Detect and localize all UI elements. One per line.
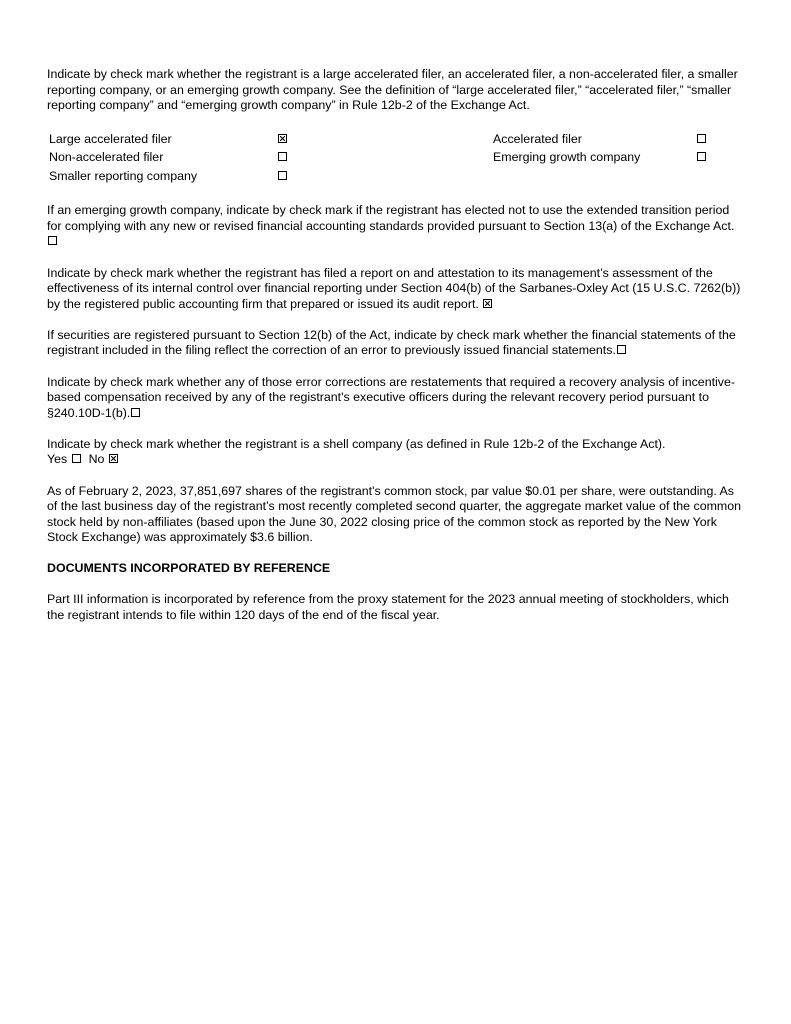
- shell-no-label: No: [88, 452, 105, 467]
- error-correction-paragraph: If securities are registered pursuant to Section 12(b) of the Act, indicate by check mark whether the financial statements of the registrant included in the filing reflect the correction of an error to previously issued financial statements.: [47, 327, 736, 358]
- transition-period-paragraph: If an emerging growth company, indicate by check mark if the registrant has elected not to use the extended transition period for complying with any new or revised financial accounting standards provided pursuant to Section 13(a) of the Exchange Act.: [47, 203, 747, 250]
- shell-company-question: Indicate by check mark whether the registrant is a shell company (as defined in Rule 12b-2 of the Exchange Act).: [47, 436, 666, 451]
- filer-status-table: [49, 130, 739, 186]
- filer-status-instructions: Indicate by check mark whether the registrant is a large accelerated filer, an accelerated filer, a non-accelerated filer, a smaller reporting company, or an emerging growth company. See the definition of “large accelerated filer,” “accelerated filer,” “smaller reporting company” and “emerging growth company” in Rule 12b-2 of the Exchange Act.: [47, 67, 738, 113]
- large-accelerated-filer-label: Large accelerated filer: [49, 131, 172, 146]
- shell-yes-label: Yes: [47, 452, 68, 467]
- accelerated-filer-label: Accelerated filer: [493, 131, 582, 146]
- documents-incorporated-paragraph: Part III information is incorporated by reference from the proxy statement for the 2023 annual meeting of stockholders, which the registrant intends to file within 120 days of the end of the fiscal year.: [47, 592, 729, 623]
- cover-page-continuation: [47, 67, 747, 624]
- shell-yes-checkbox[interactable]: [72, 454, 81, 463]
- emerging-growth-company-checkbox[interactable]: [697, 152, 706, 161]
- restatement-checkbox[interactable]: [131, 408, 140, 417]
- shell-no-checkbox[interactable]: [109, 454, 118, 463]
- table-row: [49, 167, 739, 186]
- attestation-paragraph: Indicate by check mark whether the registrant has filed a report on and attestation to its management’s assessment of the effectiveness of its internal control over financial reporting under Section 404(b) of the Sarbanes-Oxley Act (15 U.S.C. 7262(b)) by the registered public accounting firm that prepared or issued its audit report.: [47, 265, 741, 311]
- table-row: [49, 130, 739, 149]
- table-row: [49, 148, 739, 167]
- non-accelerated-filer-checkbox[interactable]: [278, 152, 287, 161]
- error-correction-checkbox[interactable]: [617, 345, 626, 354]
- smaller-reporting-company-label: Smaller reporting company: [49, 168, 198, 183]
- smaller-reporting-company-checkbox[interactable]: [278, 171, 287, 180]
- emerging-growth-company-label: Emerging growth company: [493, 150, 641, 165]
- transition-period-checkbox[interactable]: [48, 236, 57, 245]
- restatement-paragraph: Indicate by check mark whether any of those error corrections are restatements that required a recovery analysis of incentive-based compensation received by any of the registrant's executive officers during the relevant recovery period pursuant to §240.10D-1(b).: [47, 374, 736, 420]
- accelerated-filer-checkbox[interactable]: [697, 134, 706, 143]
- shares-outstanding-paragraph: As of February 2, 2023, 37,851,697 shares of the registrant's common stock, par value $0.01 per share, were outstanding. As of the last business day of the registrant’s most recently completed second quarter, the aggregate market value of the common stock held by non-affiliates (based upon the June 30, 2022 closing price of the common stock as reported by the New York Stock Exchange) was approximately $3.6 billion.: [47, 483, 742, 545]
- non-accelerated-filer-label: Non-accelerated filer: [49, 150, 164, 165]
- shell-company-paragraph: [47, 437, 747, 468]
- documents-incorporated-heading: DOCUMENTS INCORPORATED BY REFERENCE: [47, 561, 331, 576]
- attestation-checkbox[interactable]: [483, 299, 492, 308]
- large-accelerated-filer-checkbox[interactable]: [278, 134, 287, 143]
